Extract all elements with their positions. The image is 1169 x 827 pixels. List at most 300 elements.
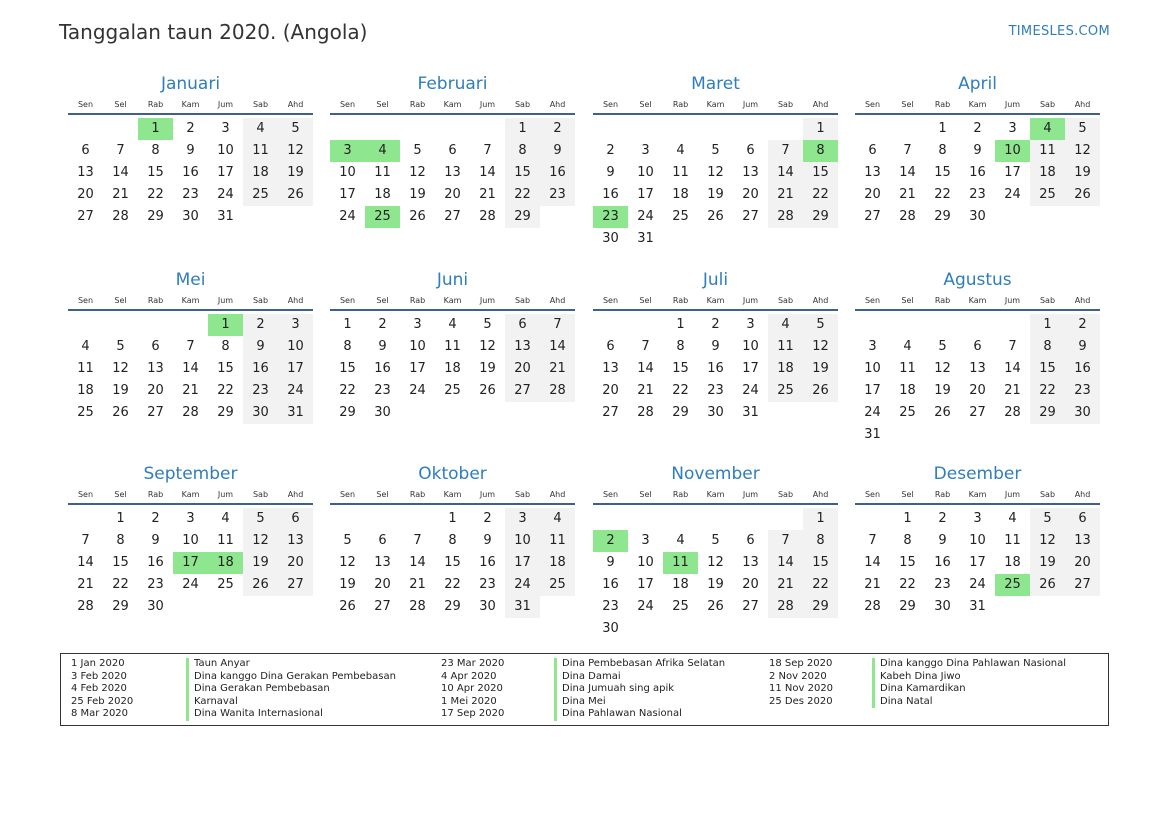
day-cell: 5 [483, 317, 492, 332]
day-cell: 13 [287, 533, 304, 548]
day-cell: 11 [252, 143, 269, 158]
holiday-name: Dina Natal [880, 695, 933, 707]
weekday-label: Kam [181, 296, 200, 305]
week-row [68, 596, 313, 618]
day-cell: 31 [969, 599, 986, 614]
day-cell: 31 [864, 427, 881, 442]
weekday-label: Sab [1039, 100, 1056, 109]
day-cell: 3 [1008, 121, 1017, 136]
day-cell: 2 [151, 511, 160, 526]
week-row [593, 206, 838, 228]
month-name: Oktober [418, 464, 487, 484]
day-cell: 29 [1039, 405, 1056, 420]
holiday-list [60, 653, 1109, 726]
empty-cell [400, 508, 435, 530]
month-name: Mei [175, 270, 206, 290]
holiday-date: 1 Mei 2020 [441, 695, 497, 707]
empty-cell [995, 314, 1030, 336]
day-cell: 21 [777, 187, 794, 202]
day-cell: 6 [746, 533, 755, 548]
day-cell: 3 [221, 121, 230, 136]
week-row [68, 206, 313, 228]
day-cell: 30 [969, 209, 986, 224]
day-cell: 17 [409, 361, 426, 376]
empty-cell [628, 508, 663, 530]
day-cell: 13 [742, 165, 759, 180]
day-cell: 15 [217, 361, 234, 376]
day-cell: 23 [934, 577, 951, 592]
holiday-name: Taun Anyar [194, 658, 250, 669]
weekday-label: Sab [252, 100, 269, 109]
day-cell: 5 [343, 533, 352, 548]
day-cell: 18 [1039, 165, 1056, 180]
day-cell: 17 [1004, 165, 1021, 180]
day-cell: 16 [969, 165, 986, 180]
week-row [593, 552, 838, 574]
day-cell: 9 [378, 339, 387, 354]
empty-cell [593, 314, 628, 336]
day-cell: 29 [217, 405, 234, 420]
empty-cell [925, 424, 960, 446]
weekday-label: Sel [376, 100, 389, 109]
weekday-label: Ahd [1074, 490, 1091, 499]
weekday-header [593, 97, 838, 115]
day-cell: 9 [151, 533, 160, 548]
day-cell: 18 [252, 165, 269, 180]
day-cell: 22 [812, 577, 829, 592]
day-cell: 21 [864, 577, 881, 592]
weekday-label: Sen [602, 296, 619, 305]
holiday-name: Dina Mei [562, 695, 606, 707]
weekday-label: Jum [742, 296, 759, 305]
day-cell: 25 [77, 405, 94, 420]
month-november [593, 463, 838, 640]
day-cell: 15 [147, 165, 164, 180]
day-cell: 30 [934, 599, 951, 614]
day-cell: 2 [711, 317, 720, 332]
week-row [593, 184, 838, 206]
brand-link[interactable]: TIMESLES.COM [1008, 24, 1110, 39]
weekday-label: Ahd [549, 296, 566, 305]
day-cell: 15 [444, 555, 461, 570]
empty-cell [1065, 206, 1100, 228]
day-cell: 22 [672, 383, 689, 398]
weekday-label: Sab [777, 490, 794, 499]
empty-cell [138, 314, 173, 336]
day-cell: 9 [711, 339, 720, 354]
day-cell: 17 [637, 187, 654, 202]
day-cell: 7 [781, 143, 790, 158]
day-cell: 28 [899, 209, 916, 224]
day-cell: 22 [147, 187, 164, 202]
empty-cell [278, 596, 313, 618]
weekday-label: Rab [409, 490, 426, 499]
day-cell: 6 [606, 339, 615, 354]
weekday-label: Jum [217, 490, 234, 499]
empty-cell [733, 508, 768, 530]
day-cell: 24 [287, 383, 304, 398]
day-cell: 23 [182, 187, 199, 202]
weekday-label: Rab [672, 100, 689, 109]
holiday-name: Dina Wanita Internasional [194, 708, 323, 720]
empty-cell [470, 118, 505, 140]
day-cell: 15 [899, 555, 916, 570]
day-cell: 13 [444, 165, 461, 180]
empty-cell [68, 508, 103, 530]
holiday-date: 18 Sep 2020 [769, 658, 833, 669]
day-cell: 19 [252, 555, 269, 570]
weekday-label: Kam [968, 100, 987, 109]
week-row [593, 618, 838, 640]
empty-cell [663, 118, 698, 140]
day-cell: 8 [343, 339, 352, 354]
weekday-label: Sen [602, 100, 619, 109]
day-cell: 11 [549, 533, 566, 548]
day-cell: 1 [116, 511, 125, 526]
day-cell: 24 [217, 187, 234, 202]
day-cell: 24 [864, 405, 881, 420]
day-cell: 26 [707, 209, 724, 224]
day-cell: 7 [903, 143, 912, 158]
weekday-label: Kam [443, 296, 462, 305]
day-cell: 23 [479, 577, 496, 592]
day-cell: 27 [742, 599, 759, 614]
day-cell: 8 [676, 339, 685, 354]
empty-cell [540, 206, 575, 228]
weekday-label: Sel [114, 490, 127, 499]
day-cell: 27 [514, 383, 531, 398]
day-cell: 9 [1078, 339, 1087, 354]
day-cell: 29 [672, 405, 689, 420]
day-cell: 9 [256, 339, 265, 354]
month-name: Juli [702, 270, 729, 290]
week-row [330, 530, 575, 552]
day-cell: 26 [409, 209, 426, 224]
day-cell: 10 [637, 165, 654, 180]
day-cell: 4 [903, 339, 912, 354]
day-cell: 5 [816, 317, 825, 332]
holiday-day-cell: 23 [593, 206, 628, 228]
day-cell: 24 [514, 577, 531, 592]
holiday-names-column [554, 658, 725, 721]
week-row [68, 314, 313, 336]
weekday-label: Sel [901, 296, 914, 305]
day-cell: 19 [1074, 165, 1091, 180]
holiday-name: Dina kanggo Dina Pahlawan Nasional [880, 658, 1067, 669]
empty-cell [330, 508, 365, 530]
day-cell: 1 [518, 121, 527, 136]
week-row [855, 184, 1100, 206]
day-cell: 19 [707, 187, 724, 202]
day-cell: 13 [147, 361, 164, 376]
month-september [68, 463, 313, 618]
day-cell: 15 [672, 361, 689, 376]
day-cell: 23 [147, 577, 164, 592]
empty-cell [68, 118, 103, 140]
holiday-day-cell: 11 [663, 552, 698, 574]
holiday-date: 1 Jan 2020 [71, 658, 125, 669]
day-cell: 27 [742, 209, 759, 224]
day-cell: 4 [81, 339, 90, 354]
holiday-name: Dina Pahlawan Nasional [562, 708, 682, 720]
day-cell: 11 [899, 361, 916, 376]
empty-cell [68, 314, 103, 336]
day-cell: 1 [676, 317, 685, 332]
weekday-label: Rab [409, 296, 426, 305]
empty-cell [470, 402, 505, 424]
weekday-header [330, 293, 575, 311]
week-row [68, 358, 313, 380]
weekday-label: Rab [934, 296, 951, 305]
day-cell: 2 [1078, 317, 1087, 332]
empty-cell [243, 206, 278, 228]
month-name: Maret [691, 74, 740, 94]
day-cell: 2 [483, 511, 492, 526]
day-cell: 12 [339, 555, 356, 570]
weekday-label: Rab [147, 490, 164, 499]
day-cell: 7 [483, 143, 492, 158]
day-cell: 22 [514, 187, 531, 202]
holiday-dates-column [71, 658, 133, 721]
day-cell: 11 [217, 533, 234, 548]
day-cell: 6 [81, 143, 90, 158]
day-cell: 29 [812, 599, 829, 614]
empty-cell [698, 618, 733, 640]
day-cell: 19 [1039, 555, 1056, 570]
day-cell: 25 [549, 577, 566, 592]
day-cell: 11 [444, 339, 461, 354]
holiday-date: 8 Mar 2020 [71, 708, 129, 720]
day-cell: 28 [637, 405, 654, 420]
day-cell: 20 [742, 187, 759, 202]
weekday-label: Sen [77, 296, 94, 305]
empty-cell [803, 228, 838, 250]
day-cell: 10 [969, 533, 986, 548]
day-grid [330, 508, 575, 618]
day-cell: 31 [514, 599, 531, 614]
holiday-dates-column [769, 658, 833, 708]
month-name: Januari [160, 74, 221, 94]
day-cell: 21 [182, 383, 199, 398]
empty-cell [505, 402, 540, 424]
day-cell: 1 [448, 511, 457, 526]
holiday-name: Kabeh Dina Jiwo [880, 670, 961, 682]
weekday-label: Kam [706, 100, 725, 109]
week-row [593, 402, 838, 424]
day-cell: 21 [112, 187, 129, 202]
weekday-label: Rab [934, 100, 951, 109]
day-cell: 2 [606, 143, 615, 158]
day-cell: 17 [742, 361, 759, 376]
weekday-label: Sab [514, 296, 531, 305]
day-cell: 8 [151, 143, 160, 158]
day-cell: 13 [864, 165, 881, 180]
day-cell: 27 [1074, 577, 1091, 592]
weekday-header [855, 97, 1100, 115]
week-row [593, 508, 838, 530]
empty-cell [768, 508, 803, 530]
week-row [330, 162, 575, 184]
month-januari [68, 73, 313, 228]
weekday-label: Sab [252, 490, 269, 499]
empty-cell [663, 508, 698, 530]
holiday-date: 11 Nov 2020 [769, 683, 834, 695]
day-grid [593, 508, 838, 640]
weekday-header [330, 487, 575, 505]
weekday-label: Sab [252, 296, 269, 305]
day-cell: 31 [637, 231, 654, 246]
day-cell: 16 [707, 361, 724, 376]
day-cell: 16 [602, 577, 619, 592]
day-cell: 16 [147, 555, 164, 570]
day-cell: 17 [637, 577, 654, 592]
day-cell: 6 [868, 143, 877, 158]
day-grid [593, 118, 838, 250]
holiday-day-cell: 17 [173, 552, 208, 574]
holiday-date: 25 Des 2020 [769, 695, 833, 707]
empty-cell [768, 228, 803, 250]
day-cell: 4 [676, 533, 685, 548]
weekday-label: Sel [376, 490, 389, 499]
day-grid [855, 508, 1100, 618]
weekday-label: Rab [147, 296, 164, 305]
day-cell: 27 [444, 209, 461, 224]
day-cell: 1 [1043, 317, 1052, 332]
month-name: September [143, 464, 238, 484]
week-row [855, 206, 1100, 228]
week-row [593, 336, 838, 358]
day-cell: 11 [1039, 143, 1056, 158]
weekday-label: Sel [114, 296, 127, 305]
week-row [330, 184, 575, 206]
day-cell: 12 [934, 361, 951, 376]
empty-cell [960, 314, 995, 336]
weekday-label: Sel [901, 490, 914, 499]
weekday-label: Rab [672, 296, 689, 305]
day-cell: 7 [868, 533, 877, 548]
week-row [68, 380, 313, 402]
week-row [68, 508, 313, 530]
day-cell: 26 [112, 405, 129, 420]
day-cell: 16 [549, 165, 566, 180]
day-cell: 26 [479, 383, 496, 398]
day-cell: 30 [479, 599, 496, 614]
day-cell: 4 [1008, 511, 1017, 526]
empty-cell [855, 118, 890, 140]
day-cell: 14 [549, 339, 566, 354]
weekday-label: Kam [706, 296, 725, 305]
day-cell: 18 [1004, 555, 1021, 570]
day-cell: 5 [256, 511, 265, 526]
weekday-label: Ahd [287, 296, 304, 305]
holiday-name: Dina Damai [562, 670, 621, 682]
day-cell: 10 [514, 533, 531, 548]
holiday-day-cell: 25 [995, 574, 1030, 596]
day-cell: 14 [637, 361, 654, 376]
day-cell: 22 [812, 187, 829, 202]
week-row [330, 508, 575, 530]
page-title: Tanggalan taun 2020. (Angola) [59, 20, 368, 44]
month-oktober [330, 463, 575, 618]
day-cell: 9 [606, 165, 615, 180]
empty-cell [733, 118, 768, 140]
holiday-day-cell: 1 [208, 314, 243, 336]
day-cell: 10 [287, 339, 304, 354]
day-grid [330, 118, 575, 228]
day-cell: 6 [378, 533, 387, 548]
day-cell: 31 [742, 405, 759, 420]
day-cell: 27 [374, 599, 391, 614]
day-cell: 23 [969, 187, 986, 202]
holiday-day-cell: 4 [365, 140, 400, 162]
weekday-label: Jum [742, 100, 759, 109]
day-cell: 16 [1074, 361, 1091, 376]
empty-cell [593, 508, 628, 530]
empty-cell [995, 206, 1030, 228]
day-cell: 12 [1074, 143, 1091, 158]
day-cell: 20 [864, 187, 881, 202]
day-cell: 23 [549, 187, 566, 202]
day-cell: 8 [518, 143, 527, 158]
day-cell: 6 [448, 143, 457, 158]
holiday-names-column [872, 658, 1066, 708]
month-juli [593, 269, 838, 424]
day-cell: 23 [707, 383, 724, 398]
week-row [68, 118, 313, 140]
weekday-label: Sab [514, 100, 531, 109]
day-cell: 2 [378, 317, 387, 332]
week-row [855, 314, 1100, 336]
day-cell: 22 [899, 577, 916, 592]
day-grid [593, 314, 838, 424]
day-cell: 20 [514, 361, 531, 376]
holiday-date: 4 Apr 2020 [441, 670, 497, 682]
empty-cell [103, 118, 138, 140]
day-cell: 6 [291, 511, 300, 526]
day-cell: 29 [812, 209, 829, 224]
empty-cell [890, 118, 925, 140]
month-name: November [671, 464, 760, 484]
weekday-label: Sel [639, 296, 652, 305]
day-cell: 25 [444, 383, 461, 398]
day-cell: 16 [602, 187, 619, 202]
empty-cell [540, 596, 575, 618]
weekday-label: Rab [934, 490, 951, 499]
weekday-label: Ahd [287, 100, 304, 109]
empty-cell [855, 314, 890, 336]
holiday-day-cell: 10 [995, 140, 1030, 162]
week-row [68, 336, 313, 358]
week-row [330, 574, 575, 596]
week-row [593, 118, 838, 140]
day-cell: 17 [339, 187, 356, 202]
empty-cell [995, 596, 1030, 618]
day-cell: 6 [518, 317, 527, 332]
day-cell: 19 [707, 577, 724, 592]
empty-cell [400, 118, 435, 140]
holiday-day-cell: 4 [1030, 118, 1065, 140]
day-cell: 26 [707, 599, 724, 614]
day-cell: 26 [934, 405, 951, 420]
weekday-label: Sen [339, 490, 356, 499]
day-cell: 28 [182, 405, 199, 420]
day-cell: 31 [287, 405, 304, 420]
day-cell: 30 [602, 231, 619, 246]
week-row [330, 206, 575, 228]
day-cell: 21 [409, 577, 426, 592]
day-cell: 7 [641, 339, 650, 354]
day-cell: 29 [934, 209, 951, 224]
